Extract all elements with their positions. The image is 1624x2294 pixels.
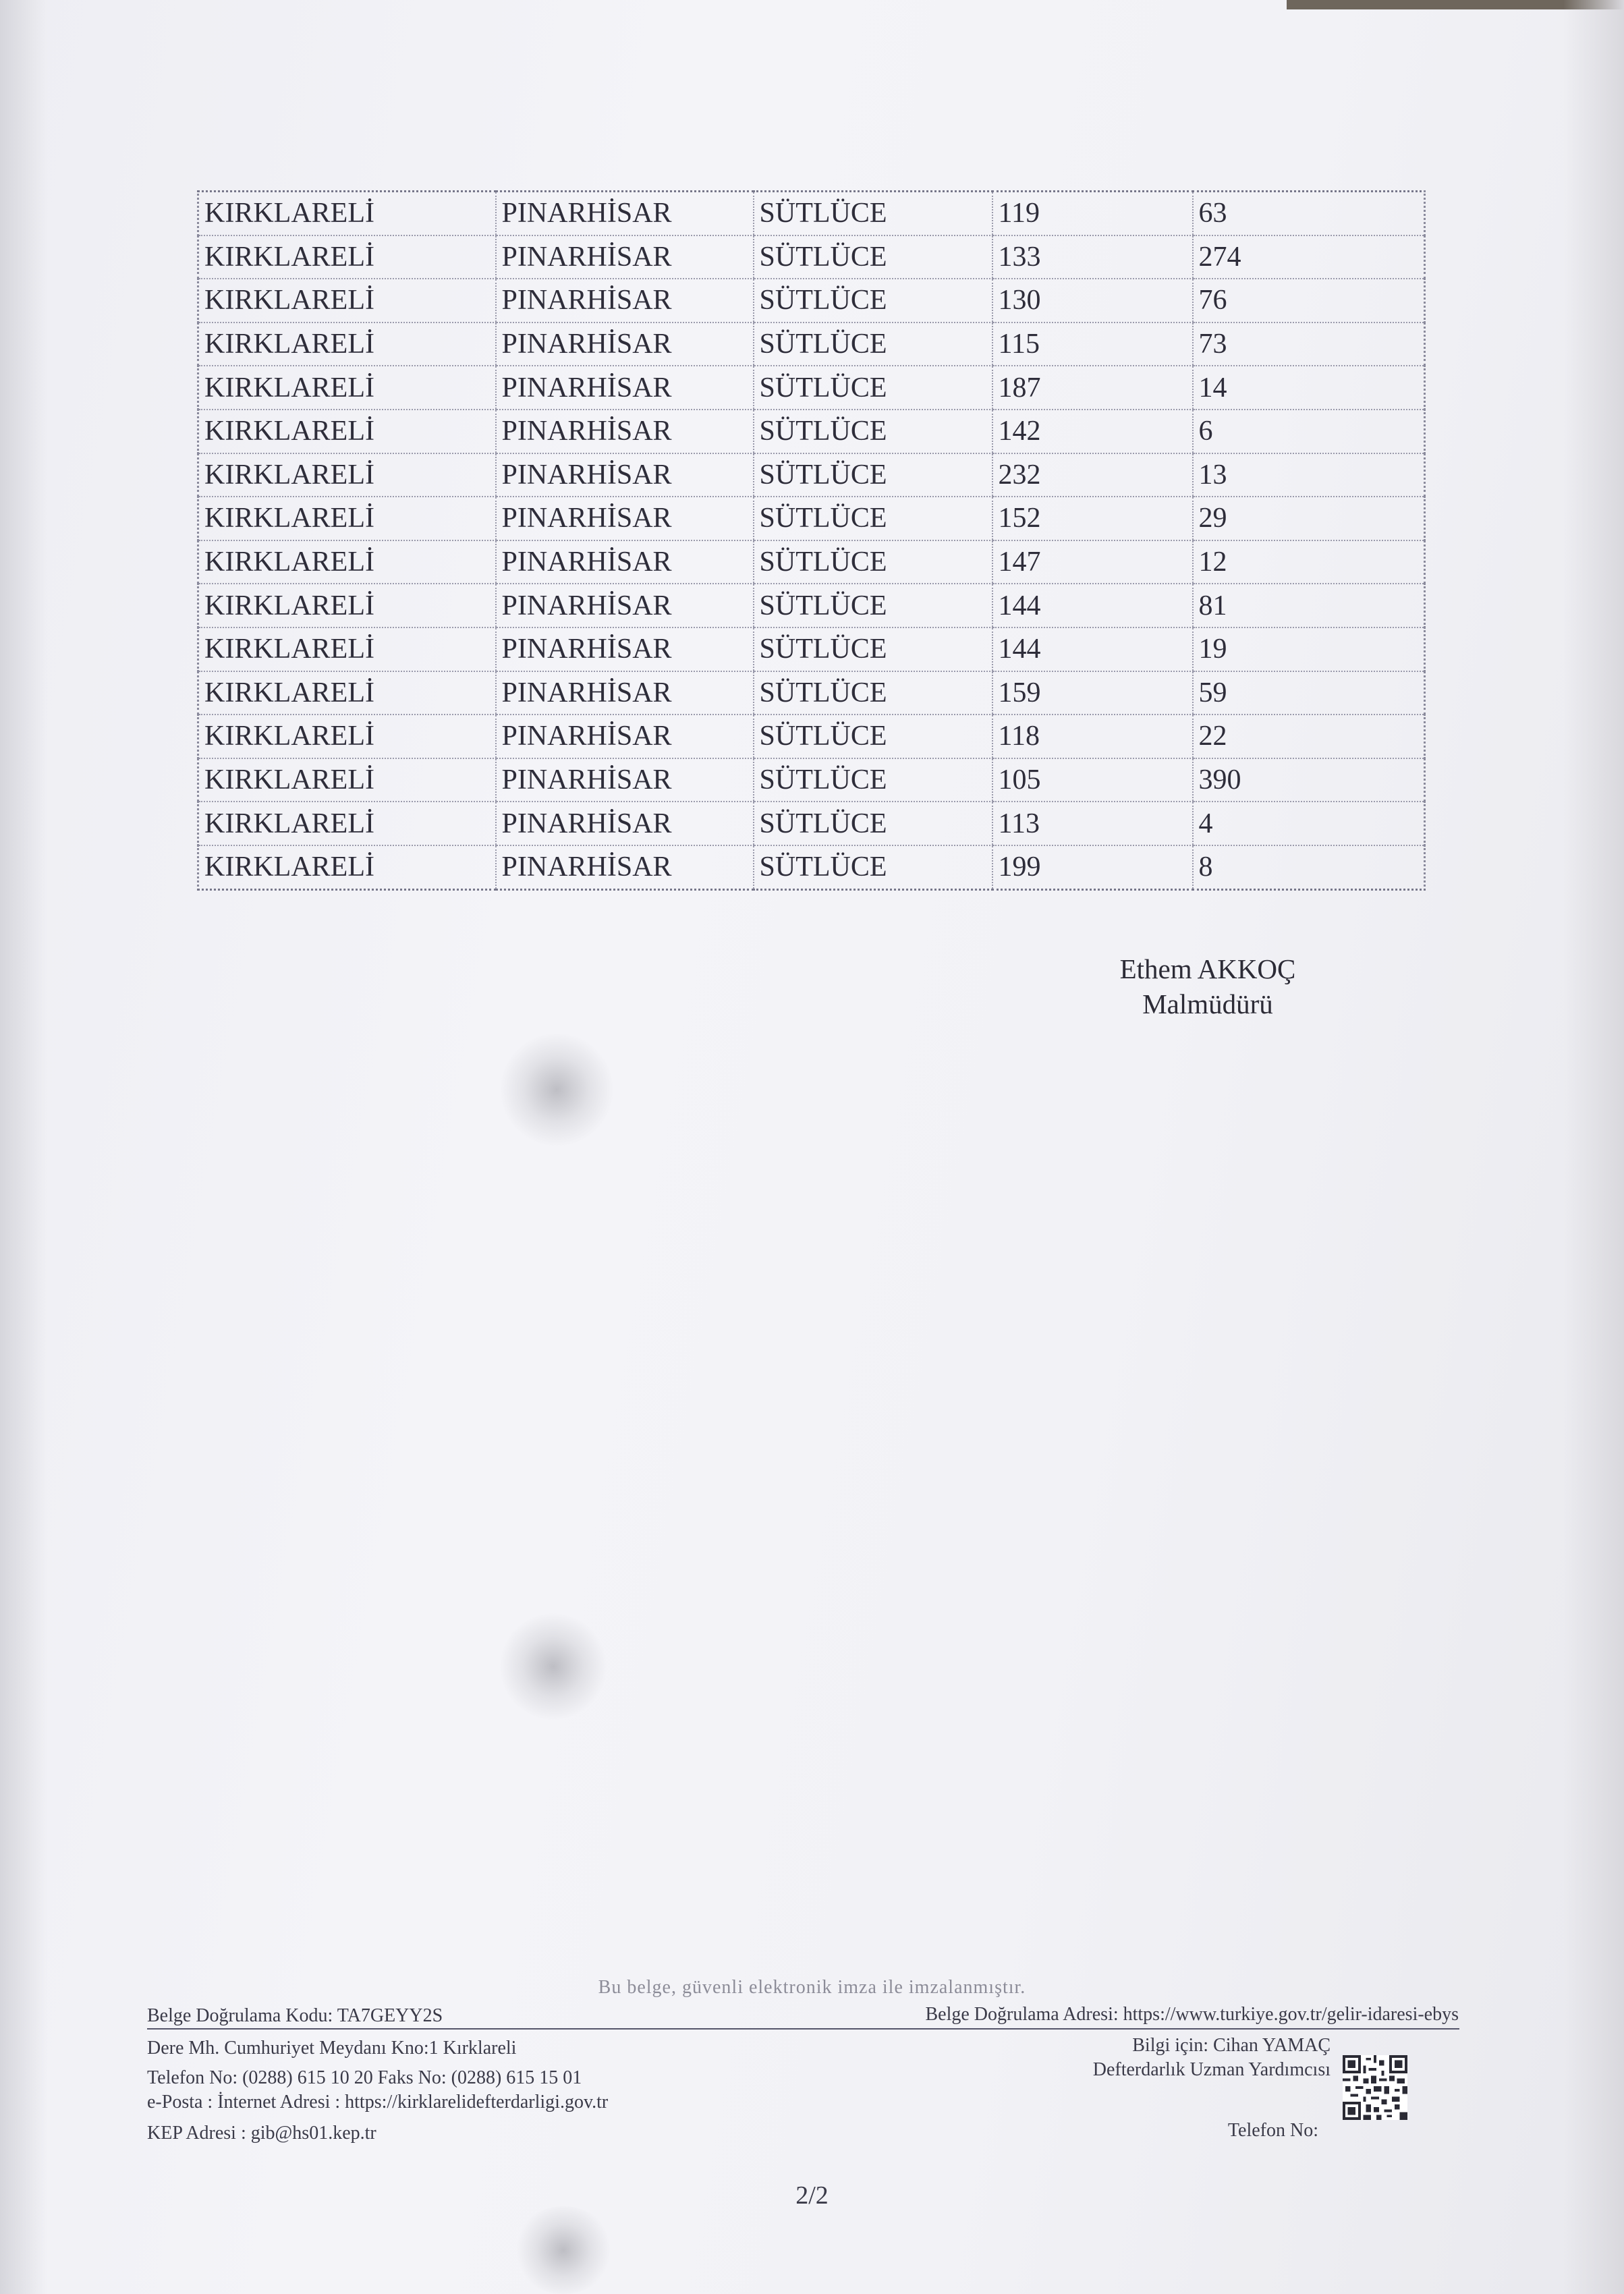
table-row — [198, 758, 1425, 802]
kep-address: KEP Adresi : gib@hs01.kep.tr — [147, 2123, 376, 2144]
village-cell: SÜTLÜCE — [754, 758, 992, 802]
office-address: Dere Mh. Cumhuriyet Meydanı Kno:1 Kırklareli — [147, 2038, 517, 2059]
village-cell: SÜTLÜCE — [754, 453, 992, 497]
district-cell: PINARHİSAR — [496, 671, 754, 715]
province-cell: KIRKLARELİ — [198, 453, 496, 497]
district-cell: PINARHİSAR — [496, 366, 754, 410]
block-cell: 187 — [992, 366, 1193, 410]
parcel-cell: 6 — [1193, 410, 1425, 453]
table-row — [198, 802, 1425, 845]
district-cell: PINARHİSAR — [496, 802, 754, 845]
district-cell: PINARHİSAR — [496, 715, 754, 758]
page-number: 2/2 — [795, 2181, 829, 2210]
block-cell: 133 — [992, 235, 1193, 279]
table-row — [198, 671, 1425, 715]
block-cell: 113 — [992, 802, 1193, 845]
parcel-cell: 14 — [1193, 366, 1425, 410]
village-cell: SÜTLÜCE — [754, 192, 992, 235]
parcel-table — [197, 190, 1426, 891]
block-cell: 144 — [992, 584, 1193, 627]
village-cell: SÜTLÜCE — [754, 845, 992, 889]
village-cell: SÜTLÜCE — [754, 540, 992, 584]
province-cell: KIRKLARELİ — [198, 627, 496, 671]
parcel-cell: 76 — [1193, 279, 1425, 323]
district-cell: PINARHİSAR — [496, 279, 754, 323]
village-cell: SÜTLÜCE — [754, 279, 992, 323]
block-cell: 152 — [992, 497, 1193, 540]
table-row — [198, 279, 1425, 323]
info-phone: Telefon No: — [1227, 2120, 1318, 2141]
district-cell: PINARHİSAR — [496, 845, 754, 889]
block-cell: 130 — [992, 279, 1193, 323]
table-row — [198, 192, 1425, 235]
block-cell: 142 — [992, 410, 1193, 453]
verification-code: Belge Doğrulama Kodu: TA7GEYY2S — [147, 2005, 443, 2026]
phone-fax: Telefon No: (0288) 615 10 20 Faks No: (0288) 615 15 01 — [147, 2067, 582, 2088]
province-cell: KIRKLARELİ — [198, 410, 496, 453]
province-cell: KIRKLARELİ — [198, 540, 496, 584]
province-cell: KIRKLARELİ — [198, 497, 496, 540]
village-cell: SÜTLÜCE — [754, 627, 992, 671]
village-cell: SÜTLÜCE — [754, 715, 992, 758]
parcel-cell: 390 — [1193, 758, 1425, 802]
page-corner-shadow — [1287, 0, 1624, 9]
district-cell: PINARHİSAR — [496, 627, 754, 671]
block-cell: 118 — [992, 715, 1193, 758]
village-cell: SÜTLÜCE — [754, 323, 992, 366]
province-cell: KIRKLARELİ — [198, 715, 496, 758]
block-cell: 119 — [992, 192, 1193, 235]
table-row — [198, 323, 1425, 366]
block-cell: 232 — [992, 453, 1193, 497]
qr-code-icon — [1343, 2055, 1407, 2120]
province-cell: KIRKLARELİ — [198, 279, 496, 323]
province-cell: KIRKLARELİ — [198, 323, 496, 366]
district-cell: PINARHİSAR — [496, 584, 754, 627]
verification-address: Belge Doğrulama Adresi: https://www.turkiye.gov.tr/gelir-idaresi-ebys — [925, 2004, 1459, 2025]
table-row — [198, 366, 1425, 410]
email-web: e-Posta : İnternet Adresi : https://kirklarelidefterdarligi.gov.tr — [147, 2092, 609, 2113]
block-cell: 105 — [992, 758, 1193, 802]
village-cell: SÜTLÜCE — [754, 366, 992, 410]
e-signature-note: Bu belge, güvenli elektronik imza ile imzalanmıştır. — [598, 1977, 1026, 1998]
province-cell: KIRKLARELİ — [198, 584, 496, 627]
table-row — [198, 453, 1425, 497]
parcel-cell: 4 — [1193, 802, 1425, 845]
table-row — [198, 497, 1425, 540]
block-cell: 159 — [992, 671, 1193, 715]
table-row — [198, 235, 1425, 279]
table-row — [198, 715, 1425, 758]
village-cell: SÜTLÜCE — [754, 802, 992, 845]
district-cell: PINARHİSAR — [496, 323, 754, 366]
parcel-cell: 29 — [1193, 497, 1425, 540]
signatory-name: Ethem AKKOÇ — [1119, 953, 1296, 984]
table-row — [198, 584, 1425, 627]
footer-divider — [147, 2028, 1459, 2030]
block-cell: 147 — [992, 540, 1193, 584]
signature-block — [1053, 951, 1363, 1022]
scanner-speckle — [513, 2206, 614, 2294]
block-cell: 144 — [992, 627, 1193, 671]
village-cell: SÜTLÜCE — [754, 671, 992, 715]
village-cell: SÜTLÜCE — [754, 235, 992, 279]
district-cell: PINARHİSAR — [496, 497, 754, 540]
province-cell: KIRKLARELİ — [198, 192, 496, 235]
parcel-cell: 81 — [1193, 584, 1425, 627]
table-row — [198, 627, 1425, 671]
province-cell: KIRKLARELİ — [198, 802, 496, 845]
parcel-cell: 59 — [1193, 671, 1425, 715]
table-row — [198, 540, 1425, 584]
parcel-cell: 274 — [1193, 235, 1425, 279]
district-cell: PINARHİSAR — [496, 758, 754, 802]
province-cell: KIRKLARELİ — [198, 235, 496, 279]
province-cell: KIRKLARELİ — [204, 851, 374, 883]
table-row — [198, 410, 1425, 453]
province-cell: KIRKLARELİ — [198, 671, 496, 715]
scanner-speckle — [499, 1613, 607, 1720]
district-cell: PINARHİSAR — [496, 192, 754, 235]
district-cell: PINARHİSAR — [496, 410, 754, 453]
village-cell: SÜTLÜCE — [754, 584, 992, 627]
district-cell: PINARHİSAR — [496, 540, 754, 584]
parcel-table-body — [198, 192, 1425, 890]
block-cell: 115 — [992, 323, 1193, 366]
parcel-cell: 63 — [1193, 192, 1425, 235]
block-cell: 199 — [992, 845, 1193, 889]
village-cell: SÜTLÜCE — [754, 410, 992, 453]
province-cell: KIRKLARELİ — [198, 366, 496, 410]
signatory-title: Malmüdürü — [1142, 988, 1273, 1019]
province-cell: KIRKLARELİ — [198, 758, 496, 802]
table-row — [198, 845, 1425, 889]
parcel-cell: 13 — [1193, 453, 1425, 497]
parcel-cell: 73 — [1193, 323, 1425, 366]
parcel-cell: 19 — [1193, 627, 1425, 671]
info-role: Defterdarlık Uzman Yardımcısı — [1092, 2059, 1331, 2080]
parcel-cell: 8 — [1193, 845, 1425, 889]
village-cell: SÜTLÜCE — [754, 497, 992, 540]
parcel-cell: 22 — [1193, 715, 1425, 758]
scanner-speckle — [499, 1032, 614, 1147]
district-cell: PINARHİSAR — [496, 453, 754, 497]
parcel-cell: 12 — [1193, 540, 1425, 584]
info-contact: Bilgi için: Cihan YAMAÇ — [1132, 2035, 1331, 2056]
district-cell: PINARHİSAR — [496, 235, 754, 279]
